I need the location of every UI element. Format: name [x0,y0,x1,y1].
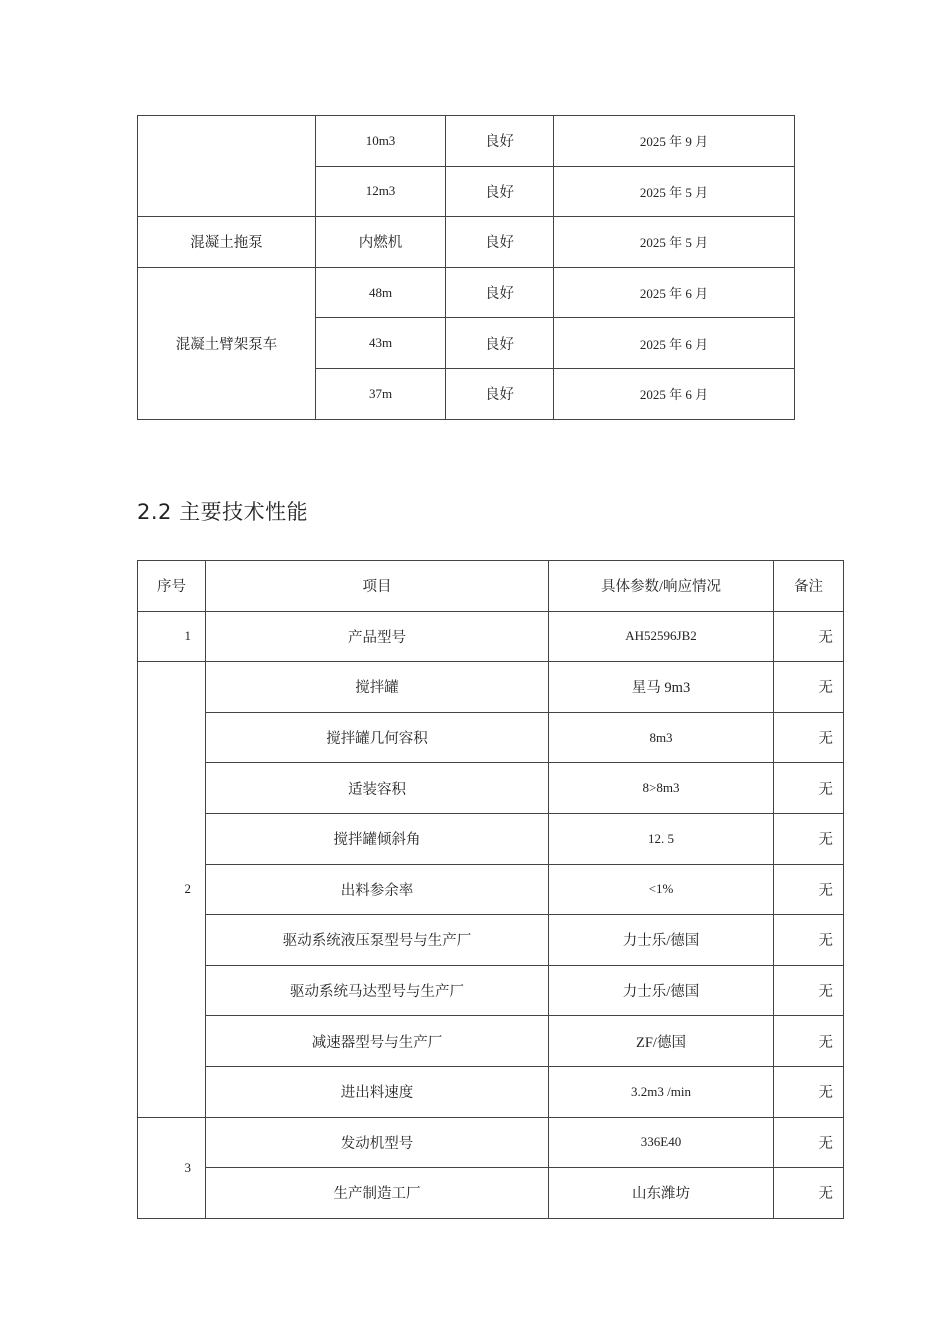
table-row [138,763,844,814]
table-row [138,1168,844,1219]
header-item: 项目 [206,561,549,612]
header-note: 备注 [774,561,844,612]
spec-cell: 12m3 [316,166,446,217]
table-row [138,965,844,1016]
table-row [138,712,844,763]
item-cell: 减速器型号与生产厂 [206,1016,549,1067]
item-cell: 搅拌罐几何容积 [206,712,549,763]
row-number: 3 [138,1117,206,1218]
spec-cell: 10m3 [316,116,446,167]
table-row [138,611,844,662]
item-cell: 进出料速度 [206,1066,549,1117]
item-cell: 产品型号 [206,611,549,662]
value-cell: 8m3 [549,712,774,763]
value-cell: AH52596JB2 [549,611,774,662]
status-cell: 良好 [446,267,554,318]
table-row [138,864,844,915]
item-cell: 搅拌罐倾斜角 [206,813,549,864]
date-cell: 2025 年 6 月 [554,318,795,369]
table-row [138,1117,844,1168]
table-header-row [138,561,844,612]
note-cell: 无 [774,965,844,1016]
table-row [138,267,795,318]
note-cell: 无 [774,1168,844,1219]
table-row [138,1016,844,1067]
item-cell: 出料参余率 [206,864,549,915]
section-title: 2.2 主要技术性能 [137,500,309,524]
equipment-name-cell: 混凝土臂架泵车 [138,267,316,419]
note-cell: 无 [774,1117,844,1168]
item-cell: 驱动系统液压泵型号与生产厂 [206,915,549,966]
table-row [138,217,795,268]
value-cell: ZF/德国 [549,1016,774,1067]
status-cell: 良好 [446,318,554,369]
status-cell: 良好 [446,217,554,268]
table-row [138,116,795,167]
date-cell: 2025 年 5 月 [554,166,795,217]
item-cell: 生产制造工厂 [206,1168,549,1219]
item-cell: 搅拌罐 [206,662,549,713]
table-row [138,662,844,713]
header-value: 具体参数/响应情况 [549,561,774,612]
table-row [138,915,844,966]
date-cell: 2025 年 6 月 [554,368,795,419]
spec-cell: 内燃机 [316,217,446,268]
item-cell: 发动机型号 [206,1117,549,1168]
note-cell: 无 [774,1066,844,1117]
equipment-name-cell [138,116,316,217]
value-cell: 星马 9m3 [549,662,774,713]
header-no: 序号 [138,561,206,612]
row-number: 1 [138,611,206,662]
table-row [138,813,844,864]
value-cell: 336E40 [549,1117,774,1168]
item-cell: 驱动系统马达型号与生产厂 [206,965,549,1016]
date-cell: 2025 年 9 月 [554,116,795,167]
item-cell: 适装容积 [206,763,549,814]
value-cell: 12. 5 [549,813,774,864]
status-cell: 良好 [446,116,554,167]
value-cell: 力士乐/德国 [549,965,774,1016]
row-number: 2 [138,662,206,1117]
note-cell: 无 [774,662,844,713]
spec-table [137,560,844,1219]
note-cell: 无 [774,915,844,966]
spec-cell: 37m [316,368,446,419]
status-cell: 良好 [446,368,554,419]
equipment-name-cell: 混凝土拖泵 [138,217,316,268]
value-cell: 8>8m3 [549,763,774,814]
spec-cell: 48m [316,267,446,318]
date-cell: 2025 年 5 月 [554,217,795,268]
note-cell: 无 [774,712,844,763]
spec-cell: 43m [316,318,446,369]
value-cell: 力士乐/德国 [549,915,774,966]
note-cell: 无 [774,813,844,864]
note-cell: 无 [774,864,844,915]
date-cell: 2025 年 6 月 [554,267,795,318]
note-cell: 无 [774,1016,844,1067]
status-cell: 良好 [446,166,554,217]
value-cell: 山东潍坊 [549,1168,774,1219]
note-cell: 无 [774,763,844,814]
value-cell: 3.2m3 /min [549,1066,774,1117]
note-cell: 无 [774,611,844,662]
value-cell: <1% [549,864,774,915]
equipment-table [137,115,795,420]
table-row [138,1066,844,1117]
